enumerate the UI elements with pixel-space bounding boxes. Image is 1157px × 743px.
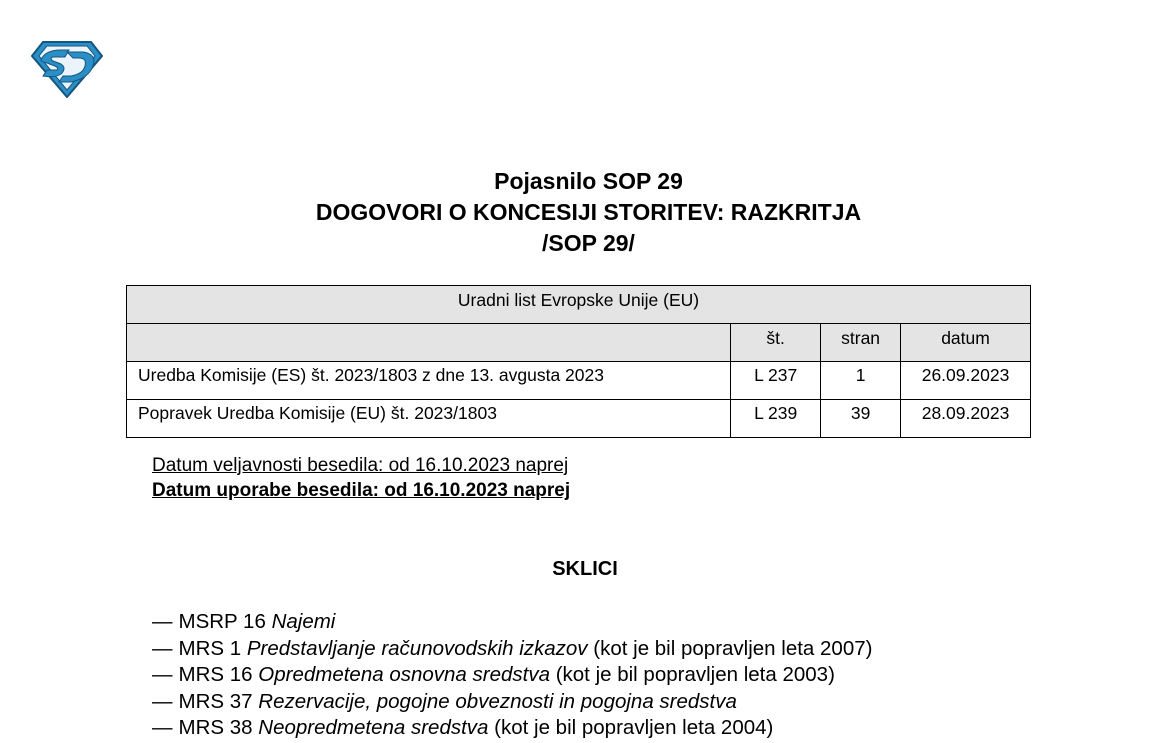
table-row [127, 400, 1031, 438]
row-description: Popravek Uredba Komisije (EU) št. 2023/1803 [127, 400, 731, 438]
document-title [0, 166, 1157, 259]
title-line-3: /SOP 29/ [542, 230, 635, 256]
dash: — [152, 636, 173, 660]
table-caption: Uradni list Evropske Unije (EU) [127, 286, 1031, 324]
row-datum: 28.09.2023 [901, 400, 1031, 438]
validity-date: Datum veljavnosti besedila: od 16.10.2023 naprej [152, 455, 569, 476]
title-line-2: DOGOVORI O KONCESIJI STORITEV: RAZKRITJA [315, 199, 862, 225]
list-item [152, 662, 872, 689]
dash: — [152, 610, 173, 633]
references-heading: SKLICI [552, 558, 618, 580]
reference-title: Opredmetena osnovna sredstva [258, 663, 550, 686]
reference-code: MRS 1 [178, 636, 242, 660]
column-header-description [127, 324, 731, 362]
reference-code: MRS 16 [178, 663, 253, 686]
reference-code: MRS 38 [178, 716, 253, 739]
reference-note: (kot je bil popravljen leta 2003) [555, 663, 835, 686]
row-st: L 239 [731, 400, 821, 438]
table-header-row [127, 324, 1031, 362]
table-row [127, 362, 1031, 400]
reference-title: Rezervacije, pogojne obveznosti in pogojna sredstva [258, 689, 737, 713]
references-list [152, 609, 872, 742]
reference-title: Neopredmetena sredstva [258, 716, 489, 739]
reference-note: (kot je bil popravljen leta 2007) [593, 636, 873, 660]
row-description: Uredba Komisije (ES) št. 2023/1803 z dne 13. avgusta 2023 [127, 362, 731, 400]
row-datum: 26.09.2023 [901, 362, 1031, 400]
dash: — [152, 663, 173, 686]
list-item [152, 636, 872, 663]
reference-title: Najemi [271, 610, 336, 633]
validity-dates [152, 453, 570, 503]
list-item [152, 715, 872, 742]
reference-note: (kot je bil popravljen leta 2004) [494, 716, 774, 739]
list-item [152, 609, 872, 636]
official-journal-table [126, 285, 1031, 438]
application-date: Datum uporabe besedila: od 16.10.2023 naprej [152, 480, 571, 501]
dash: — [152, 716, 173, 739]
sd-diamond-logo-icon [31, 40, 103, 98]
reference-code: MSRP 16 [178, 610, 266, 633]
dash: — [152, 689, 173, 713]
reference-code: MRS 37 [178, 689, 253, 713]
row-stran: 1 [821, 362, 901, 400]
column-header-datum: datum [901, 324, 1031, 362]
column-header-st: št. [731, 324, 821, 362]
list-item [152, 689, 872, 716]
column-header-stran: stran [821, 324, 901, 362]
row-st: L 237 [731, 362, 821, 400]
row-stran: 39 [821, 400, 901, 438]
table-caption-row [127, 286, 1031, 324]
title-line-1: Pojasnilo SOP 29 [494, 168, 683, 194]
reference-title: Predstavljanje računovodskih izkazov [246, 636, 588, 660]
